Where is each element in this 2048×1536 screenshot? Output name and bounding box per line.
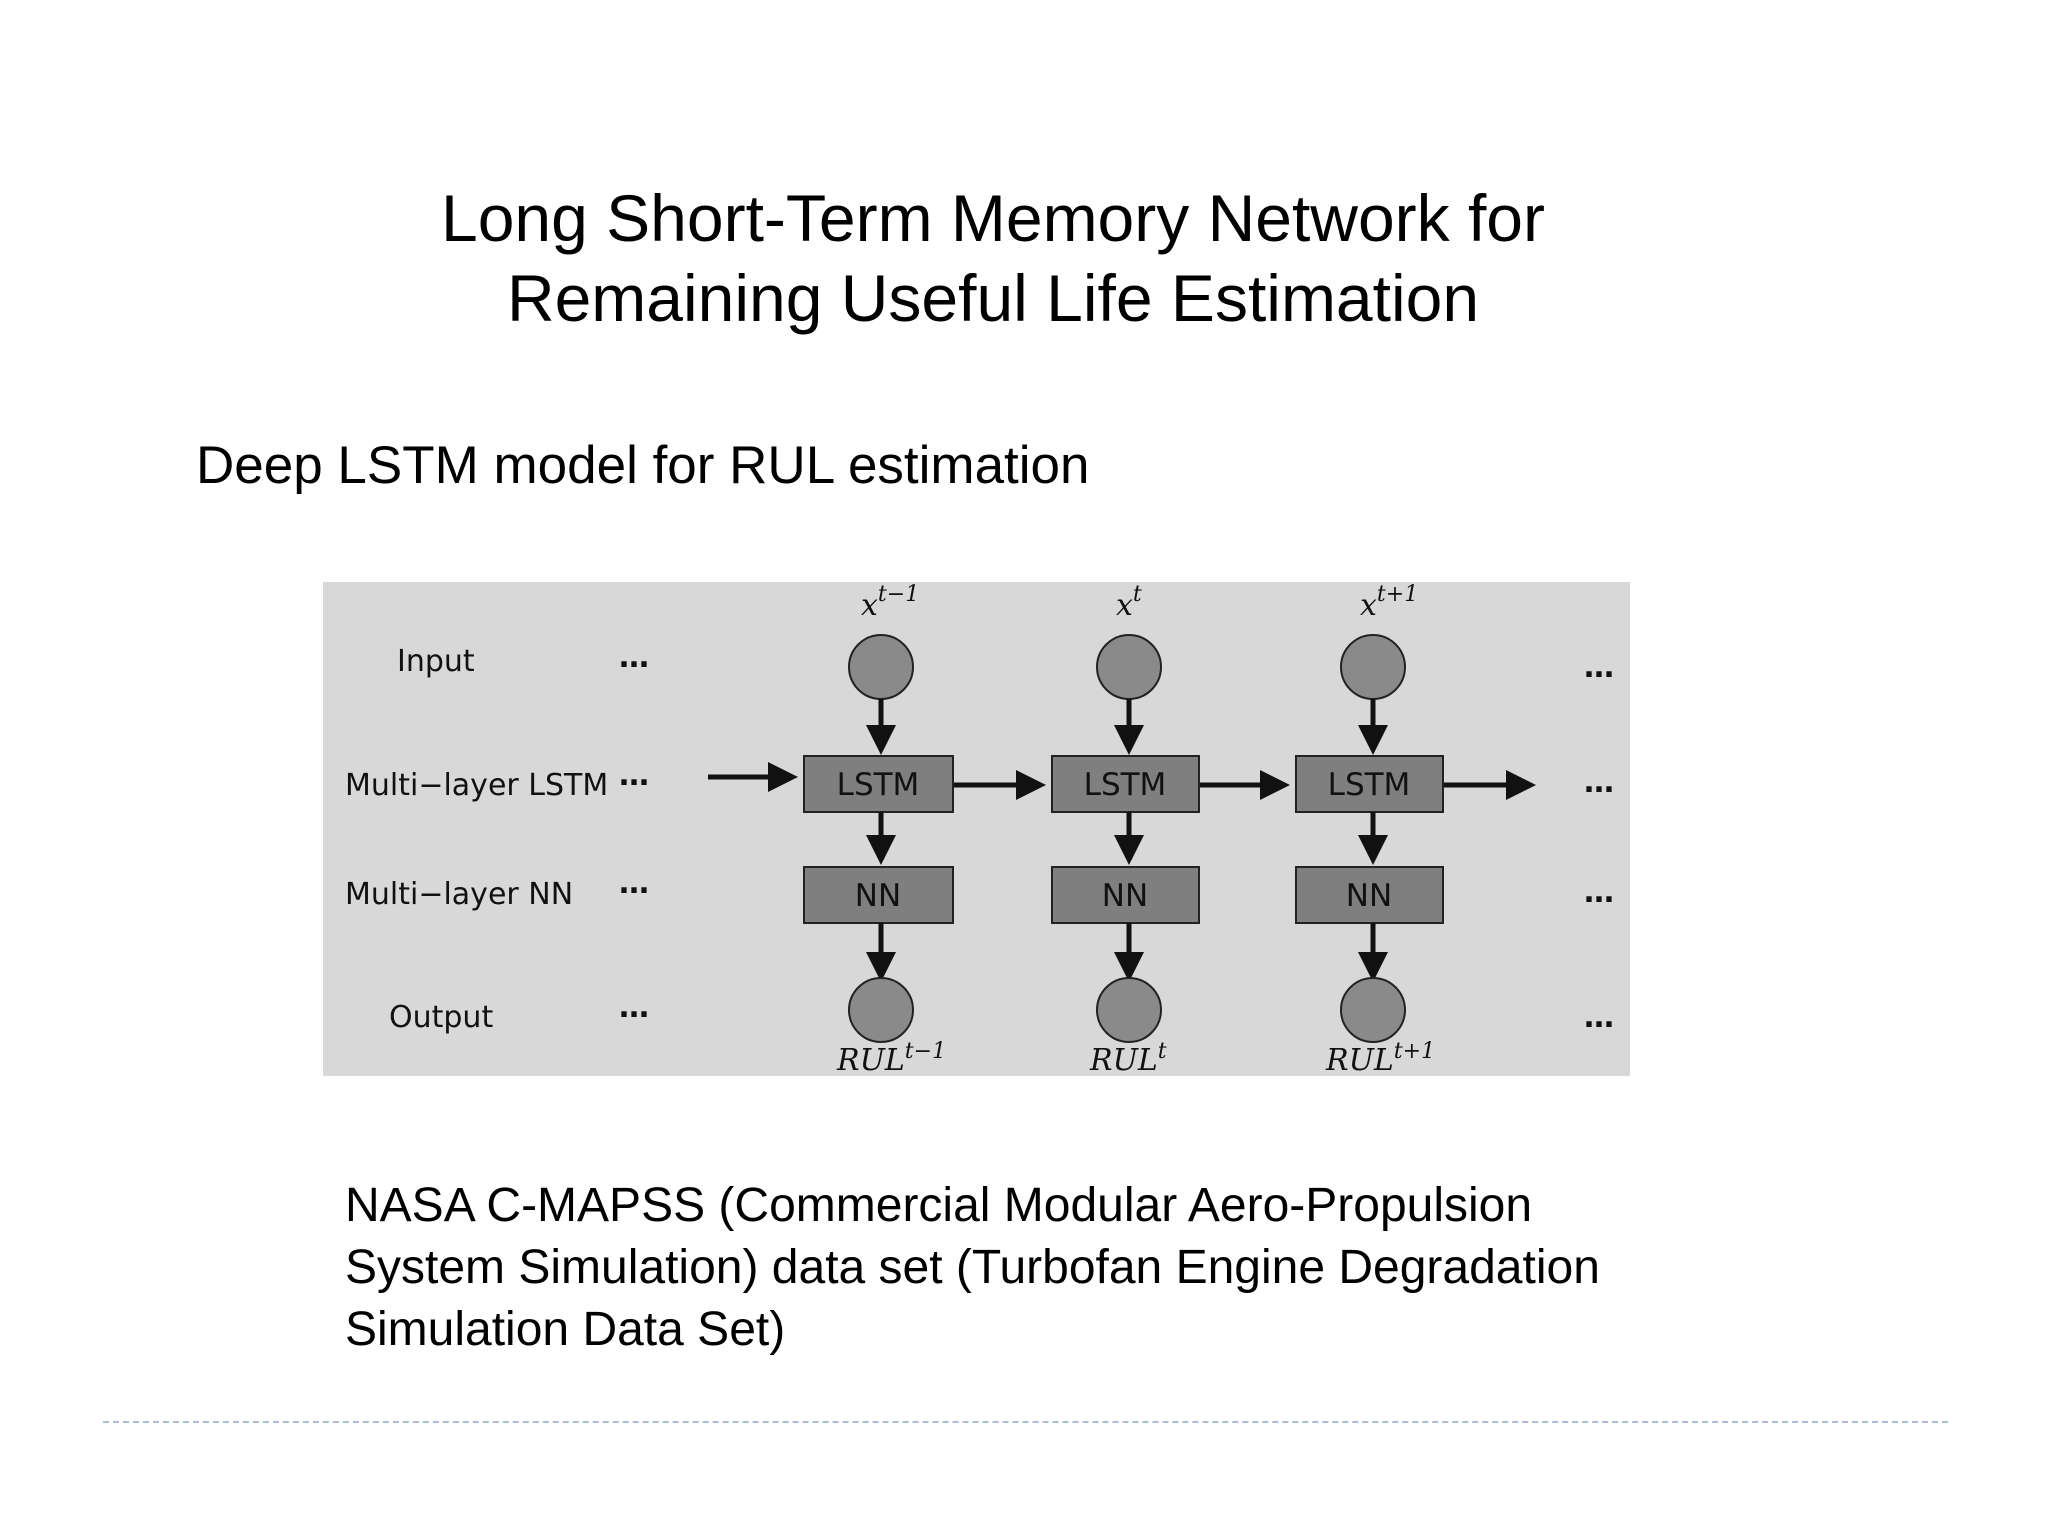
input-node-2 [1097, 635, 1161, 699]
ellipsis-right-lstm: … [1584, 765, 1614, 800]
title-line-2: Remaining Useful Life Estimation [506, 261, 1480, 335]
time-step-1 [804, 582, 953, 1076]
output-node-1 [849, 978, 913, 1042]
ellipsis-right-input: … [1584, 650, 1614, 685]
lstm-diagram-svg [323, 582, 1630, 1076]
row-label-nn: Multi−layer NN [345, 877, 574, 912]
input-label-1: $x^{t-1}$ [861, 582, 920, 623]
lstm-label-2: LSTM [1083, 767, 1167, 803]
slide-title [0, 178, 1986, 338]
row-label-output: Output [389, 1000, 494, 1035]
lstm-label-1: LSTM [836, 767, 920, 803]
caption-line-1: NASA C-MAPSS (Commercial Modular Aero-Propulsion [345, 1179, 1533, 1232]
ellipsis-left-lstm: … [619, 758, 649, 793]
dataset-caption [345, 1175, 1745, 1361]
lstm-diagram [323, 582, 1630, 1076]
input-label-2: $x^t$ [1116, 582, 1142, 623]
title-line-1: Long Short-Term Memory Network for [441, 181, 1545, 255]
output-label-3: $RUL^{t+1}$ [1326, 1039, 1436, 1076]
time-step-2 [1052, 582, 1199, 1076]
lstm-label-3: LSTM [1327, 767, 1411, 803]
nn-label-1: NN [854, 878, 902, 914]
ellipsis-left-input: … [619, 640, 649, 675]
footer-divider [103, 1421, 1948, 1423]
row-label-lstm: Multi−layer LSTM [345, 768, 609, 803]
output-label-2: RUL$^t$ [1090, 1039, 1167, 1076]
slide-subtitle: Deep LSTM model for RUL estimation [196, 436, 1090, 495]
ellipsis-left-nn: … [619, 866, 649, 901]
ellipsis-right-nn: … [1584, 875, 1614, 910]
nn-label-2: NN [1101, 878, 1149, 914]
time-step-3 [1296, 582, 1443, 1076]
output-label-1: $RUL^{t-1}$ [837, 1039, 947, 1076]
input-node-1 [849, 635, 913, 699]
input-label-3: $x^{t+1}$ [1360, 582, 1419, 623]
ellipsis-right-output: … [1584, 1000, 1614, 1035]
nn-label-3: NN [1345, 878, 1393, 914]
output-node-3 [1341, 978, 1405, 1042]
input-node-3 [1341, 635, 1405, 699]
row-label-input: Input [397, 644, 475, 679]
ellipsis-left-output: … [619, 990, 649, 1025]
caption-line-3: Simulation Data Set) [345, 1303, 786, 1356]
output-node-2 [1097, 978, 1161, 1042]
caption-line-2: System Simulation) data set (Turbofan Engine Degradation [345, 1241, 1600, 1294]
